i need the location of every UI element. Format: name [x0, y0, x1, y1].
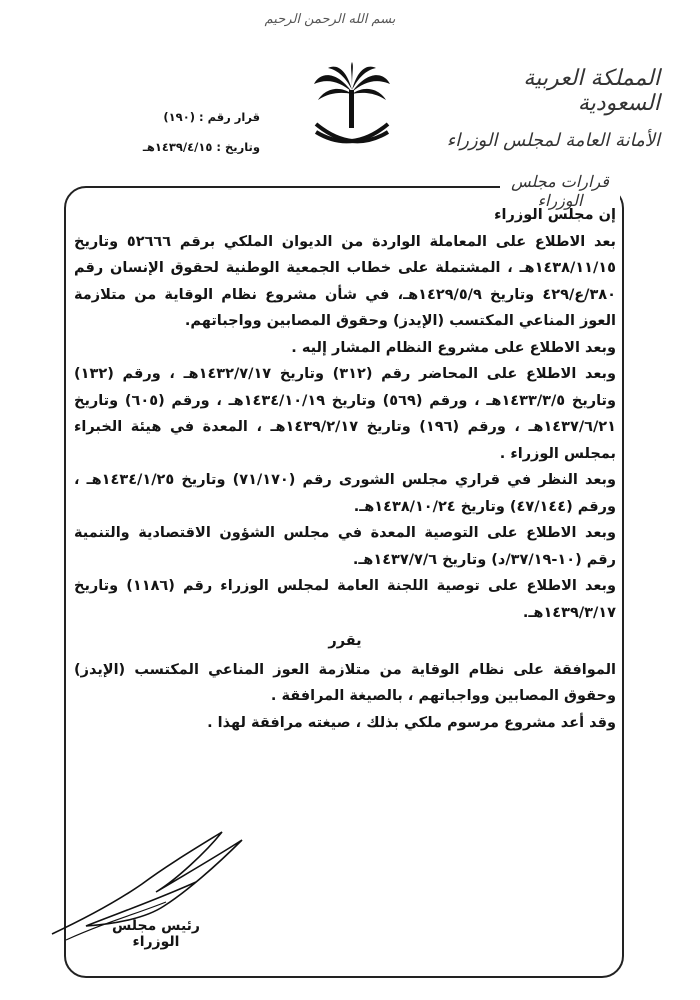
decision-date: وتاريخ : ١٤٣٩/٤/١٥هـ: [142, 140, 260, 154]
opening-line: إن مجلس الوزراء: [494, 207, 616, 223]
saudi-emblem-icon: [306, 62, 398, 154]
paragraph-shura: وبعد النظر في قراري مجلس الشورى رقم (٧١/١٧٠) وتاريخ ١٤٣٤/١/٢٥هـ ، ورقم (٤٧/١٤٤) وتاريخ ١٤٣٨/١٠/٢٤هـ.: [74, 472, 617, 515]
decision-meta: [110, 102, 260, 162]
basmala-calligraphy: بسم الله الرحمن الرحيم: [264, 12, 396, 27]
paragraph-transaction: بعد الاطلاع على المعاملة الواردة من الديوان الملكي برقم ٥٢٦٦٦ وتاريخ ١٤٣٨/١١/١٥هـ ، المشتملة على خطاب الجمعية الوطنية لحقوق الإنسان رقم ٣٨٠/ع/٤٢٩ وتاريخ ١٤٢٩/٥/٩هـ، في شأن مشروع نظام الوقاية من متلازمة العوز المناعي المكتسب (الإيدز) وحقوق المصابين وواجباتهم.: [74, 233, 616, 329]
paragraph-minutes: وبعد الاطلاع على المحاضر رقم (٣١٢) وتاريخ ١٤٣٢/٧/١٧هـ ، ورقم (١٣٢) وتاريخ ١٤٣٣/٣/٥هـ ، ورقم (٥٦٩) وتاريخ ١٤٣٤/١٠/١٩هـ ، ورقم (٦٠٥) وتاريخ ١٤٣٧/٦/٢١هـ ، ورقم (١٩٦) وتاريخ ١٤٣٩/٢/١٧هـ ، المعدة في هيئة الخبراء بمجلس الوزراء .: [74, 366, 617, 462]
decree-body: [74, 202, 616, 736]
decision-number: قرار رقم : (١٩٠): [163, 110, 260, 124]
paragraph-general-committee: وبعد الاطلاع على توصية اللجنة العامة لمجلس الوزراء رقم (١١٨٦) وتاريخ ١٤٣٩/٣/١٧هـ.: [74, 578, 616, 621]
paragraph-draft-review: وبعد الاطلاع على مشروع النظام المشار إليه .: [291, 339, 616, 356]
paragraph-approval: الموافقة على نظام الوقاية من متلازمة العوز المناعي المكتسب (الإيدز) وحقوق المصابين وواجباتهم ، بالصيغة المرافقة .: [74, 661, 616, 704]
ministry-header: [440, 66, 660, 151]
kingdom-name: المملكة العربية السعودية: [523, 66, 660, 116]
secretariat-name: الأمانة العامة لمجلس الوزراء: [446, 130, 660, 151]
signer-title: رئيس مجلس الوزراء: [112, 918, 200, 950]
resolves-heading: يقرر: [328, 633, 362, 649]
paragraph-royal-decree: وقد أعد مشروع مرسوم ملكي بذلك ، صيغته مرافقة لهذا .: [207, 714, 616, 731]
frame-label: قرارات مجلس الوزراء: [500, 172, 620, 200]
paragraph-economic-council: وبعد الاطلاع على التوصية المعدة في مجلس الشؤون الاقتصادية والتنمية رقم (١٠-٣٧/١٩/د) وتاريخ ١٤٣٧/٧/٦هـ.: [74, 525, 616, 568]
